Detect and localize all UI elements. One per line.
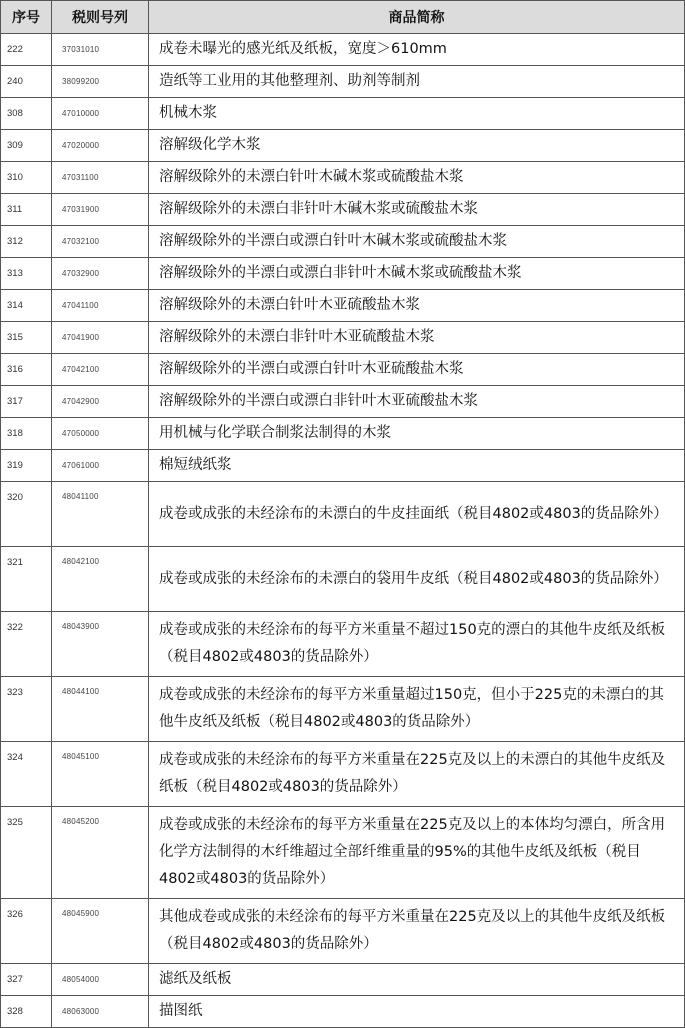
row-code: 47041100 [52,290,149,322]
header-name: 商品简称 [149,1,685,34]
row-name: 滤纸及纸板 [149,964,685,996]
row-seq: 309 [1,130,52,162]
table-body [1,34,685,1028]
table-row [1,482,685,547]
table-row [1,899,685,964]
row-name: 溶解级除外的未漂白针叶木碱木浆或硫酸盐木浆 [149,162,685,194]
row-code: 37031010 [52,34,149,66]
table-row [1,742,685,807]
row-seq: 319 [1,450,52,482]
row-code: 48042100 [52,547,149,612]
row-name: 成卷或成张的未经涂布的未漂白的袋用牛皮纸（税目4802或4803的货品除外） [149,547,685,612]
table-row [1,418,685,450]
row-name: 成卷或成张的未经涂布的每平方米重量在225克及以上的未漂白的其他牛皮纸及纸板（税目4802或4803的货品除外） [149,742,685,807]
row-name: 描图纸 [149,996,685,1028]
table-row [1,130,685,162]
table-row [1,290,685,322]
row-name: 溶解级除外的未漂白非针叶木亚硫酸盐木浆 [149,322,685,354]
table-row [1,807,685,899]
row-code: 47041900 [52,322,149,354]
row-seq: 321 [1,547,52,612]
row-seq: 315 [1,322,52,354]
row-seq: 325 [1,807,52,899]
header-seq: 序号 [1,1,52,34]
table-row [1,996,685,1028]
table-row [1,612,685,677]
row-name: 用机械与化学联合制浆法制得的木浆 [149,418,685,450]
row-name: 成卷或成张的未经涂布的每平方米重量在225克及以上的本体均匀漂白，所含用化学方法制得的木纤维超过全部纤维重量的95%的其他牛皮纸及纸板（税目4802或4803的货品除外） [149,807,685,899]
row-seq: 316 [1,354,52,386]
row-name: 溶解级除外的半漂白或漂白非针叶木亚硫酸盐木浆 [149,386,685,418]
table-row [1,547,685,612]
row-name: 机械木浆 [149,98,685,130]
row-name: 成卷或成张的未经涂布的每平方米重量不超过150克的漂白的其他牛皮纸及纸板（税目4802或4803的货品除外） [149,612,685,677]
row-seq: 312 [1,226,52,258]
row-seq: 240 [1,66,52,98]
row-code: 47042900 [52,386,149,418]
row-code: 48043900 [52,612,149,677]
row-seq: 323 [1,677,52,742]
row-code: 47032900 [52,258,149,290]
row-name: 溶解级化学木浆 [149,130,685,162]
table-row [1,194,685,226]
table-row [1,34,685,66]
table-row [1,354,685,386]
table-row [1,226,685,258]
row-seq: 320 [1,482,52,547]
table-header-row [1,1,685,34]
row-seq: 308 [1,98,52,130]
header-code: 税则号列 [52,1,149,34]
table-row [1,677,685,742]
row-seq: 314 [1,290,52,322]
row-code: 48063000 [52,996,149,1028]
table-row [1,66,685,98]
table-row [1,964,685,996]
table-row [1,386,685,418]
row-seq: 317 [1,386,52,418]
row-code: 47061000 [52,450,149,482]
row-seq: 328 [1,996,52,1028]
row-seq: 318 [1,418,52,450]
row-name: 溶解级除外的未漂白非针叶木碱木浆或硫酸盐木浆 [149,194,685,226]
row-seq: 322 [1,612,52,677]
row-code: 48045900 [52,899,149,964]
row-code: 47032100 [52,226,149,258]
row-code: 47020000 [52,130,149,162]
row-code: 48045100 [52,742,149,807]
row-code: 48045200 [52,807,149,899]
row-code: 48054000 [52,964,149,996]
row-name: 棉短绒纸浆 [149,450,685,482]
row-name: 成卷或成张的未经涂布的未漂白的牛皮挂面纸（税目4802或4803的货品除外） [149,482,685,547]
row-code: 48044100 [52,677,149,742]
row-code: 47050000 [52,418,149,450]
table-row [1,98,685,130]
row-seq: 313 [1,258,52,290]
table-row [1,162,685,194]
row-name: 造纸等工业用的其他整理剂、助剂等制剂 [149,66,685,98]
row-code: 47031900 [52,194,149,226]
table-row [1,322,685,354]
table-row [1,258,685,290]
row-name: 成卷或成张的未经涂布的每平方米重量超过150克，但小于225克的未漂白的其他牛皮纸及纸板（税目4802或4803的货品除外） [149,677,685,742]
row-code: 47010000 [52,98,149,130]
row-name: 溶解级除外的半漂白或漂白针叶木碱木浆或硫酸盐木浆 [149,226,685,258]
row-seq: 327 [1,964,52,996]
row-code: 48041100 [52,482,149,547]
row-seq: 326 [1,899,52,964]
row-name: 溶解级除外的半漂白或漂白针叶木亚硫酸盐木浆 [149,354,685,386]
row-seq: 311 [1,194,52,226]
row-seq: 222 [1,34,52,66]
table-row [1,450,685,482]
row-code: 38099200 [52,66,149,98]
row-name: 溶解级除外的未漂白针叶木亚硫酸盐木浆 [149,290,685,322]
row-name: 溶解级除外的半漂白或漂白非针叶木碱木浆或硫酸盐木浆 [149,258,685,290]
row-name: 成卷未曝光的感光纸及纸板，宽度＞610mm [149,34,685,66]
row-code: 47042100 [52,354,149,386]
row-seq: 324 [1,742,52,807]
row-name: 其他成卷或成张的未经涂布的每平方米重量在225克及以上的其他牛皮纸及纸板（税目4802或4803的货品除外） [149,899,685,964]
row-code: 47031100 [52,162,149,194]
row-seq: 310 [1,162,52,194]
